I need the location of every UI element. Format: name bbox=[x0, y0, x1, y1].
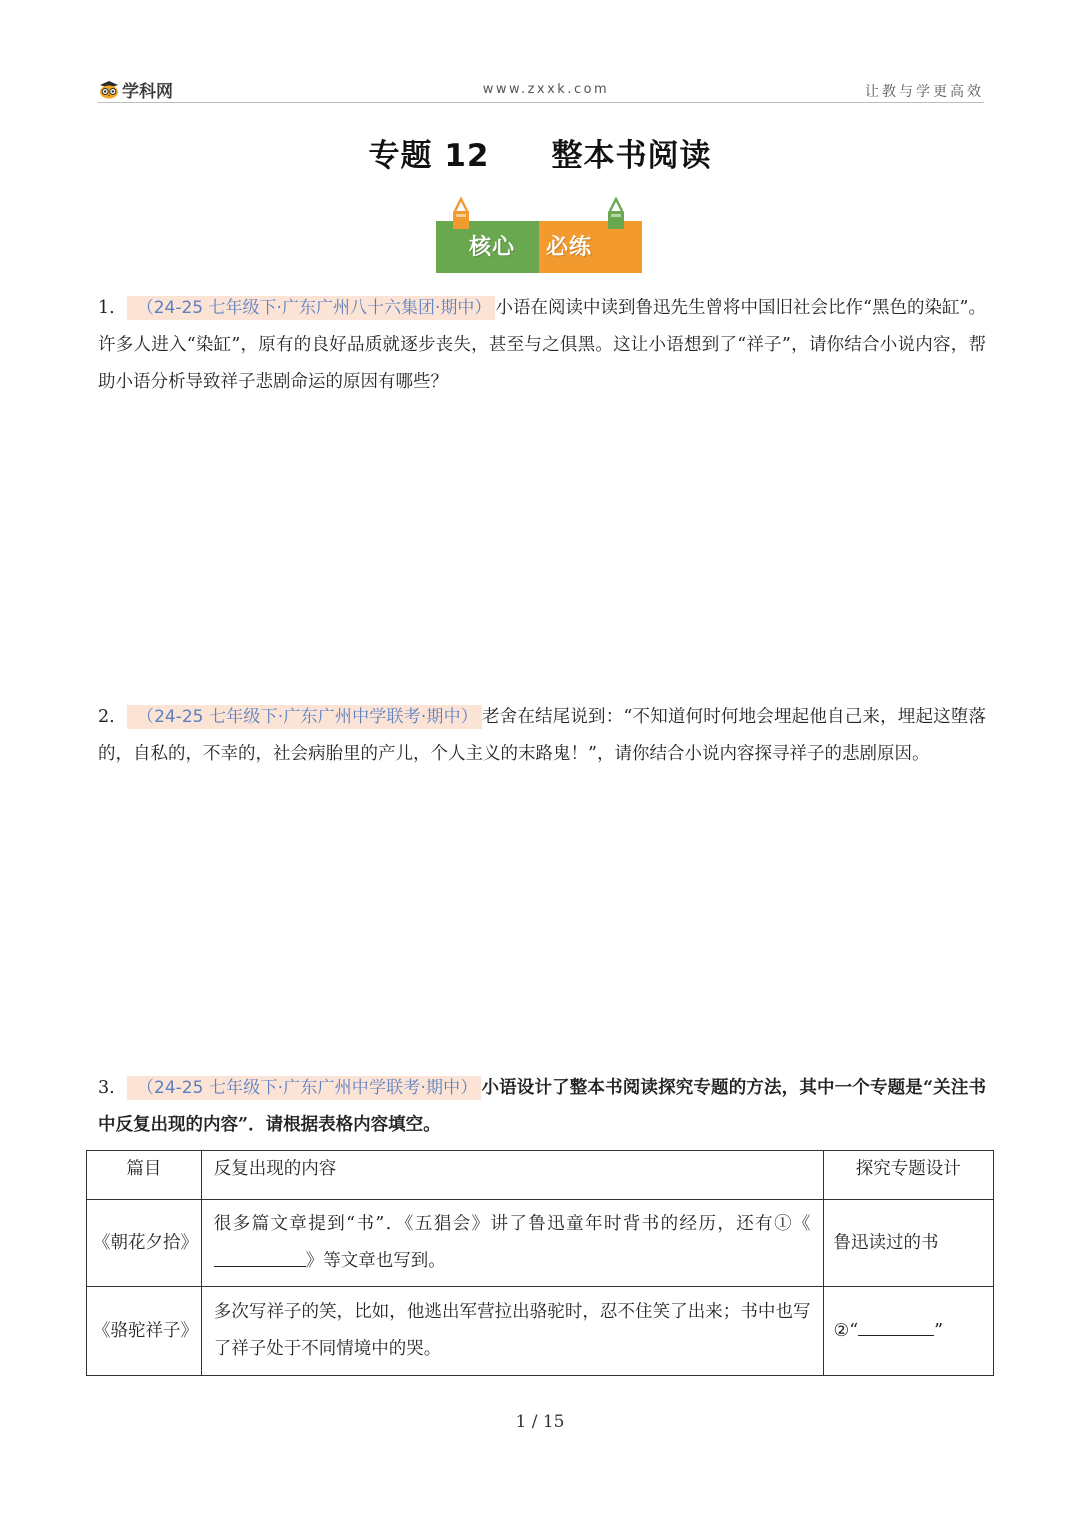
page-title bbox=[0, 130, 1080, 175]
content-text: 多次写祥子的笑，比如，他逃出军营拉出骆驼时，忍不住笑了出来；书中也写了祥子处于不同情境中的哭。 bbox=[213, 1302, 811, 1359]
table-row bbox=[87, 1200, 994, 1287]
design-text: ②“ bbox=[833, 1320, 859, 1341]
content-text: 很多篇文章提到“书”．《五猖会》讲了鲁迅童年时背书的经历，还有①《 bbox=[213, 1214, 811, 1234]
question-number: 2. bbox=[98, 707, 115, 727]
title-topic: 专题 12 bbox=[368, 138, 490, 174]
answer-blank-1[interactable] bbox=[214, 1265, 306, 1267]
book-title-cell: 《朝花夕拾》 bbox=[87, 1200, 202, 1287]
book-title-cell: 《骆驼祥子》 bbox=[87, 1287, 202, 1376]
page-header bbox=[98, 76, 984, 103]
design-cell bbox=[823, 1200, 993, 1287]
page-number: 1 / 15 bbox=[515, 1412, 565, 1432]
content-cell bbox=[201, 1287, 823, 1376]
question-2 bbox=[98, 699, 986, 773]
question-source: （24-25 七年级下·广东广州中学联考·期中） bbox=[127, 1076, 482, 1100]
site-url: www.zxxk.com bbox=[482, 82, 610, 97]
question-number: 3. bbox=[98, 1078, 115, 1098]
content-text: 》等文章也写到。 bbox=[305, 1251, 446, 1271]
design-text: 鲁迅读过的书 bbox=[833, 1232, 939, 1253]
content-cell bbox=[201, 1200, 823, 1287]
header-content-col: 反复出现的内容 bbox=[201, 1151, 823, 1200]
design-cell bbox=[823, 1287, 993, 1376]
logo-text: 学科网 bbox=[122, 81, 173, 102]
banner-right-label: 必练 bbox=[546, 235, 593, 260]
question-1 bbox=[98, 290, 986, 401]
question-source: （24-25 七年级下·广东广州中学联考·期中） bbox=[127, 705, 482, 729]
question-text: 小语设计了整本书阅读探究专题的方法，其中一个专题是“关注书中反复出现的内容”．请根据表格内容填空。 bbox=[98, 1078, 986, 1135]
question-text: 小语在阅读中读到鲁迅先生曾将中国旧社会比作“黑色的染缸”。许多人进入“染缸”，原有的良好品质就逐步丧失，甚至与之俱黑。这让小语想到了“祥子”，请你结合小说内容，帮助小语分析导致祥子悲剧命运的原因有哪些？ bbox=[98, 298, 986, 392]
banner-left-label: 核心 bbox=[469, 235, 516, 260]
table-header-row bbox=[87, 1151, 994, 1200]
answer-blank-2[interactable] bbox=[858, 1334, 934, 1336]
exploration-table bbox=[86, 1150, 994, 1376]
title-subject: 整本书阅读 bbox=[551, 138, 712, 174]
binder-clip-icon bbox=[451, 197, 471, 231]
question-3 bbox=[98, 1070, 986, 1144]
design-text: ” bbox=[934, 1320, 944, 1341]
question-source: （24-25 七年级下·广东广州八十六集团·期中） bbox=[127, 296, 496, 320]
question-text: 老舍在结尾说到：“不知道何时何地会埋起他自己来，埋起这堕落的，自私的，不幸的，社会病胎里的产儿，个人主义的末路鬼！”，请你结合小说内容探寻祥子的悲剧原因。 bbox=[98, 707, 986, 764]
slogan: 让教与学更高效 bbox=[865, 84, 984, 100]
header-design-col: 探究专题设计 bbox=[823, 1151, 993, 1200]
section-banner bbox=[436, 197, 642, 277]
binder-clip-icon bbox=[606, 197, 626, 231]
table-row bbox=[87, 1287, 994, 1376]
question-number: 1. bbox=[98, 298, 115, 318]
header-title-col: 篇目 bbox=[87, 1151, 202, 1200]
